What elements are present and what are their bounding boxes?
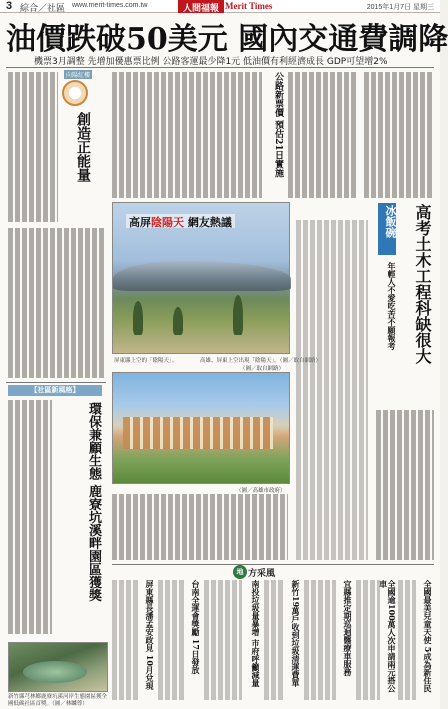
lead-headline: 油價跌破50美元 國內交通費調降 bbox=[6, 22, 448, 57]
local-news-label: 方采風 bbox=[248, 569, 276, 579]
lead-text-block-2 bbox=[288, 72, 358, 198]
masthead-english: Merit Times bbox=[225, 1, 273, 11]
site-url: www.merit-times.com.tw bbox=[72, 2, 148, 9]
divider bbox=[6, 67, 434, 68]
lead-subhead: 機票3月調整 先增加優惠票比例 公路客運最少降1元 低油價有利經濟成長 GDP可望增2% bbox=[34, 57, 388, 67]
essay-title: 創造正能量 bbox=[75, 112, 91, 182]
feature-title: 高考土木工程科缺很大 bbox=[413, 204, 432, 364]
local-text-7 bbox=[112, 580, 138, 700]
page-header bbox=[0, 0, 440, 13]
column-badge-label: 向陽紅樓 bbox=[66, 72, 91, 79]
local-story-4: 新竹19萬戶收到垃圾清運費單 bbox=[291, 580, 301, 688]
local-story-3: 宜縣推定期巡迴醫療車服務 bbox=[343, 580, 353, 676]
lead-text-block-3 bbox=[364, 72, 434, 198]
local-text-5 bbox=[204, 580, 242, 700]
photo-title-highlight: 陰陽天 bbox=[151, 216, 184, 229]
community-photo-caption: 新竹縣芎林鄉鹿寮坑溪河岸生態園區獲全國低碳社區首獎。（圖／林麟尊） bbox=[8, 694, 108, 707]
photo-title-suffix: 網友熱議 bbox=[184, 216, 232, 229]
local-news-dot-icon: 地 bbox=[233, 565, 247, 579]
page-number: 3 bbox=[6, 0, 13, 12]
section-label: 綜合／社區 bbox=[20, 4, 66, 14]
community-story-title: 環保兼顧生態 鹿寮坑溪畔園區獲獎 bbox=[86, 402, 101, 602]
masthead-logo: 人間福報 bbox=[178, 0, 224, 13]
photo-feature-title bbox=[126, 214, 235, 228]
tree-shape bbox=[173, 307, 183, 335]
building-shape bbox=[123, 417, 273, 449]
essay-text-block-2 bbox=[8, 228, 104, 378]
local-text-2 bbox=[356, 580, 380, 700]
lead-sidebar-title: 公路新票價 預估21日實施 bbox=[273, 72, 283, 178]
photo-credit-left: （圖／取自網路） bbox=[240, 366, 285, 372]
column-tag: 【社區新風格】 bbox=[8, 385, 102, 396]
local-story-2: 全國逾100萬人次申請兩元搭公車 bbox=[378, 580, 397, 693]
local-story-5: 南投垃圾量暴增 市府呼籲減量 bbox=[251, 580, 261, 687]
lead-text-block bbox=[112, 72, 262, 198]
center-right-text bbox=[296, 220, 368, 560]
local-story-6: 台南全運會獎勵 17日發放 bbox=[191, 580, 201, 674]
divider bbox=[6, 382, 106, 383]
photo-story-text bbox=[112, 494, 288, 560]
local-story-1: 全國最美兒童天使 5成為新住民 bbox=[423, 580, 433, 693]
feature-text-block bbox=[376, 410, 434, 560]
sun-badge-icon bbox=[62, 80, 88, 106]
local-text-6 bbox=[158, 580, 184, 700]
pond-shape bbox=[23, 661, 87, 683]
building-photo bbox=[112, 372, 290, 484]
photo-caption-left: 屏東縣上空的「陰陽天」。 bbox=[114, 358, 178, 364]
issue-date: 2015年1月7日 星期三 bbox=[366, 4, 434, 11]
photo-title-prefix: 高屏 bbox=[129, 216, 151, 229]
feature-kicker: 冰飯碗 bbox=[384, 205, 397, 238]
local-text-1 bbox=[398, 580, 416, 700]
community-text-block bbox=[8, 400, 52, 634]
feature-subtitle: 年輕人不愛吃苦不願報考 bbox=[387, 262, 397, 350]
divider bbox=[112, 564, 434, 565]
photo-credit-right: （圖／高雄市政府） bbox=[236, 488, 286, 494]
tree-shape bbox=[233, 295, 243, 335]
photo-caption-right: 高雄、屏東上空出現「陰陽天」。（圖／取自網路） bbox=[200, 358, 322, 364]
cloud-roll-shape bbox=[113, 261, 291, 291]
tree-shape bbox=[133, 301, 143, 335]
riverside-park-photo bbox=[8, 642, 108, 692]
local-text-4 bbox=[264, 580, 284, 700]
essay-text-block bbox=[8, 72, 58, 222]
local-story-7: 屏東縣長潘孟安政見 10月兌現 bbox=[145, 580, 155, 690]
local-text-3 bbox=[304, 580, 336, 700]
